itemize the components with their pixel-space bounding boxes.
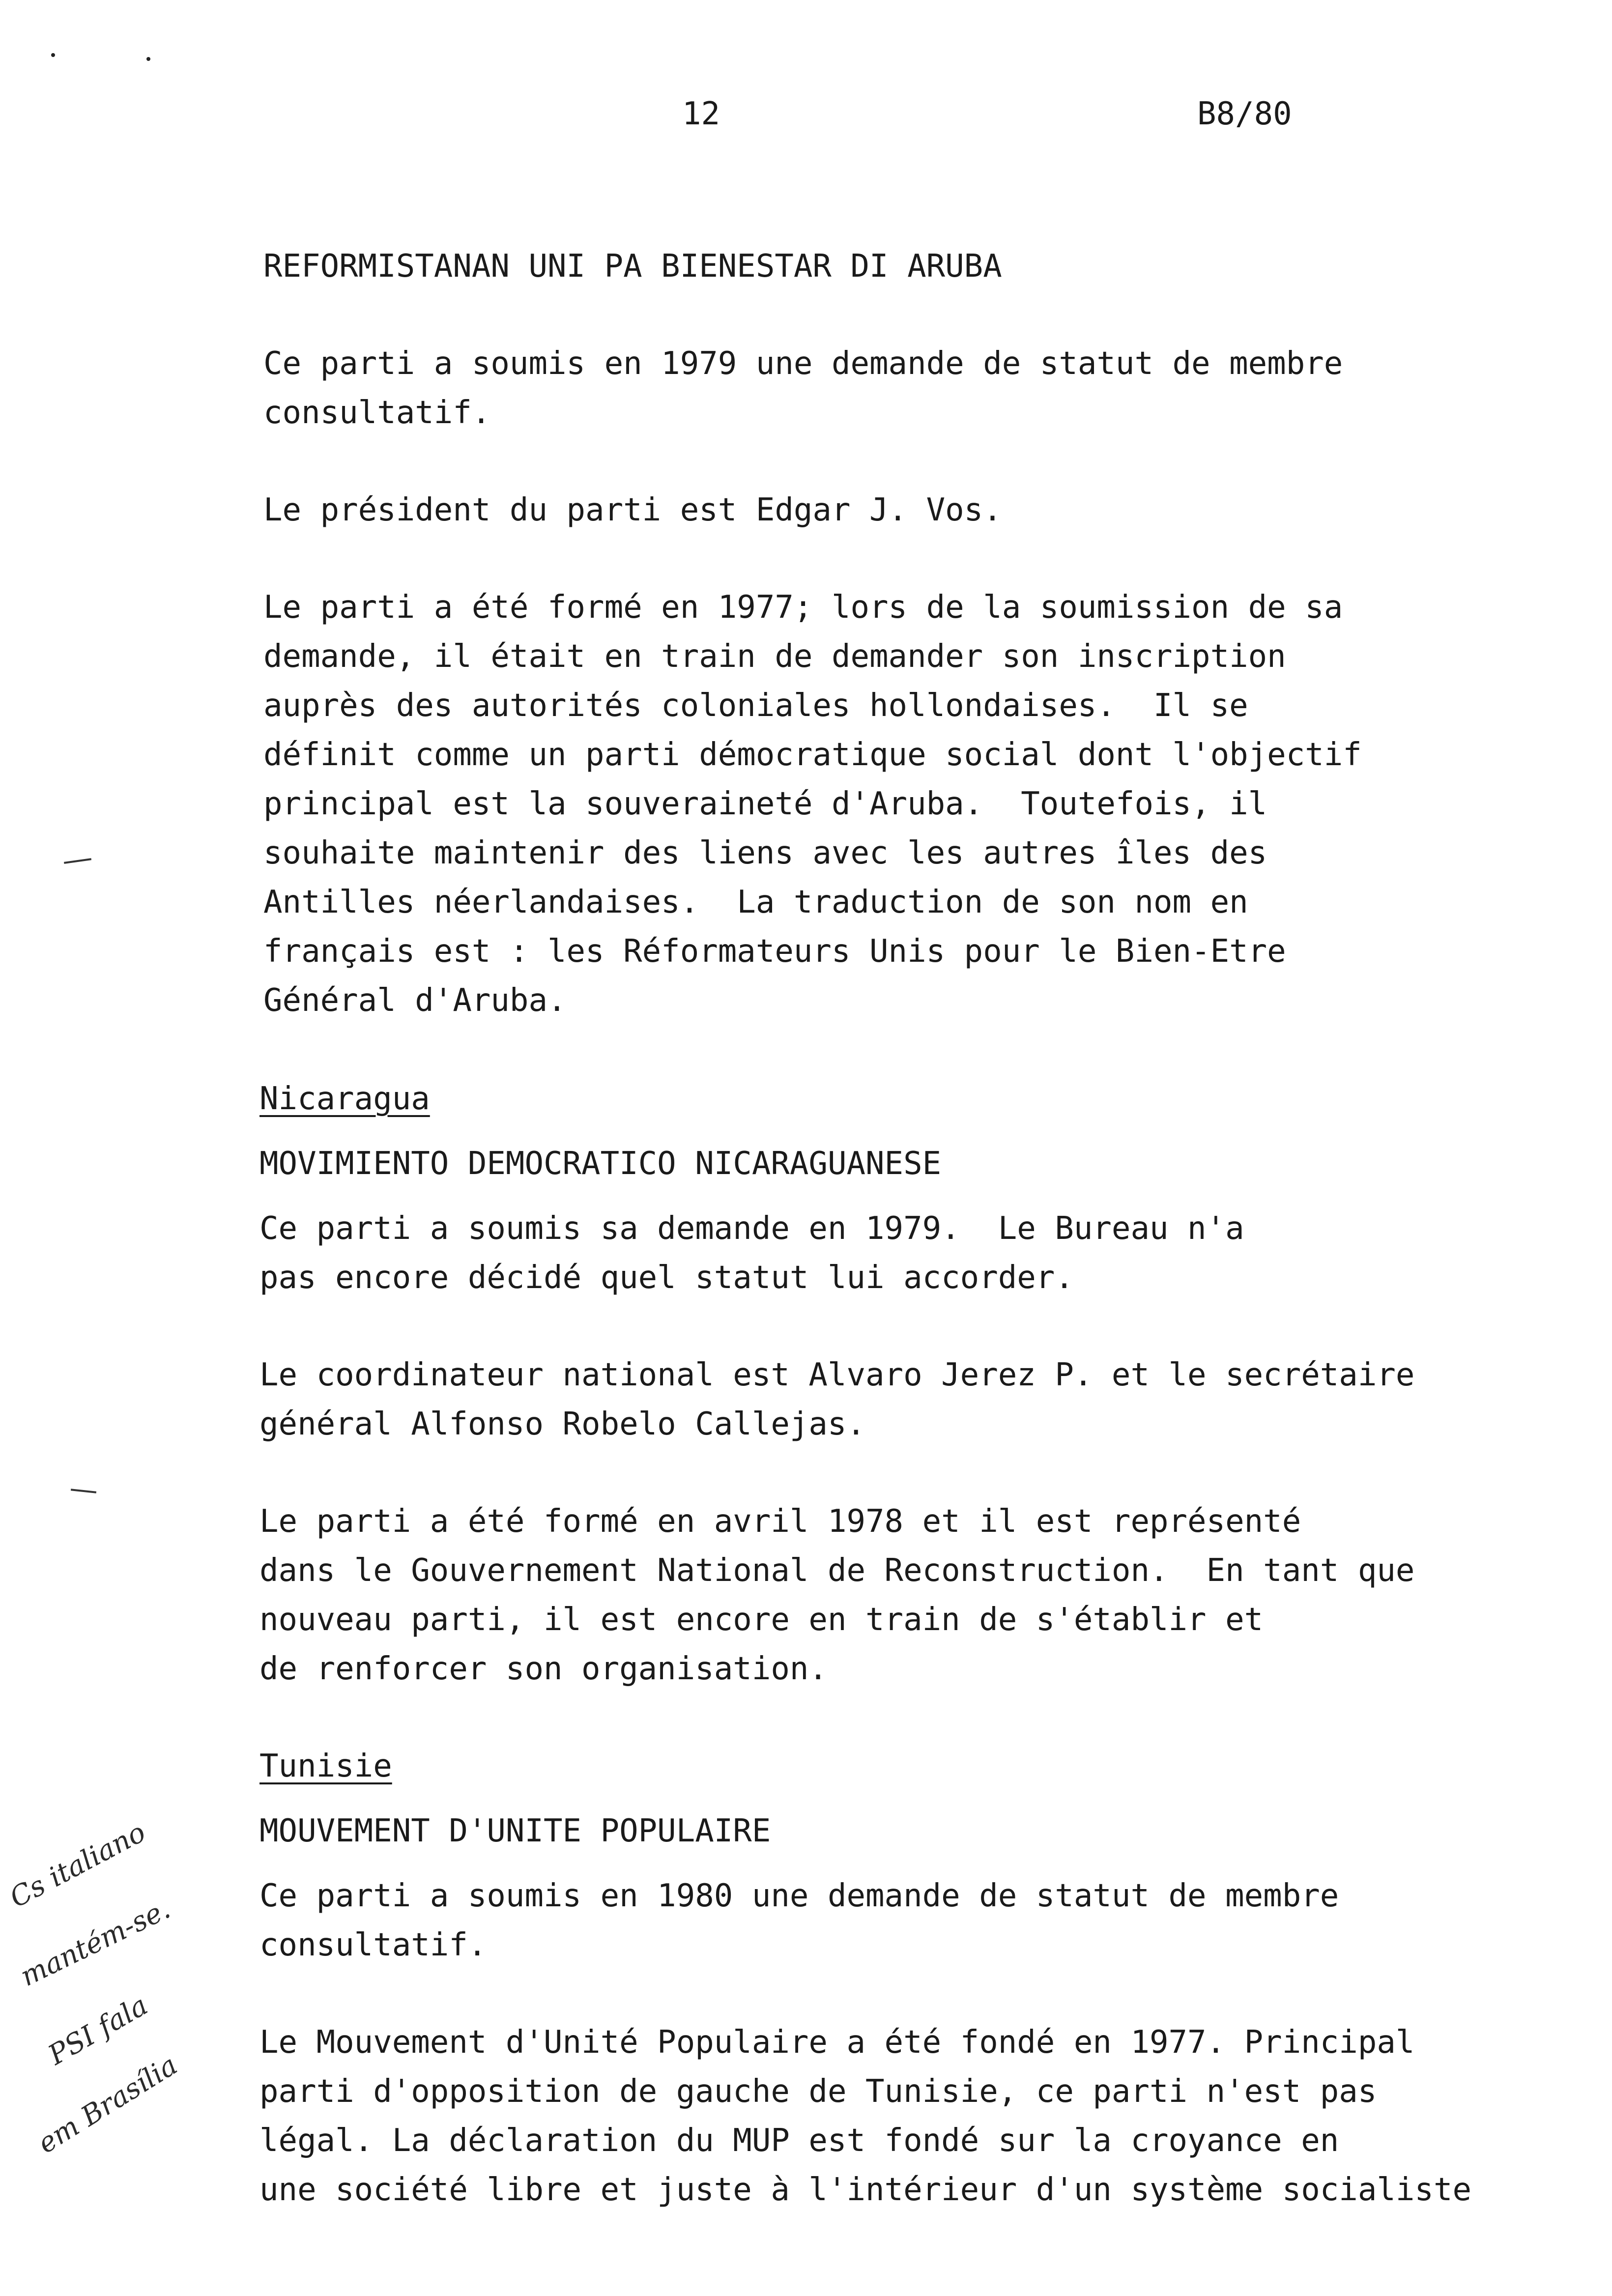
nicaragua-para3-line: dans le Gouvernement National de Reconstruction. En tant que <box>259 1552 1415 1589</box>
tunisie-para1-line: Ce parti a soumis en 1980 une demande de statut de membre <box>259 1878 1339 1914</box>
tunisie-para2-line: parti d'opposition de gauche de Tunisie, ce parti n'est pas <box>259 2073 1377 2110</box>
aruba-para3-line: définit comme un parti démocratique social dont l'objectif <box>263 737 1362 773</box>
tunisie-para1-line: consultatif. <box>259 1927 487 1963</box>
tunisie-para2-line: légal. La déclaration du MUP est fondé sur la croyance en <box>259 2123 1339 2159</box>
handwritten-note-line: Cs italiano <box>4 1816 151 1914</box>
aruba-para3-line: auprès des autorités coloniales hollondaises. Il se <box>263 688 1248 724</box>
aruba-para3-line: principal est la souveraineté d'Aruba. Toutefois, il <box>263 786 1267 822</box>
nicaragua-para3-line: Le parti a été formé en avril 1978 et il est représenté <box>259 1503 1301 1540</box>
tunisie-para2-line: Le Mouvement d'Unité Populaire a été fondé en 1977. Principal <box>259 2024 1415 2061</box>
handwritten-note-line: mantém-se. <box>15 1893 175 1993</box>
party-name-nicaragua: MOVIMIENTO DEMOCRATICO NICARAGUANESE <box>259 1146 942 1182</box>
nicaragua-para3-line: de renforcer son organisation. <box>259 1651 828 1687</box>
document-reference: B8/80 <box>1197 96 1292 132</box>
aruba-para2-line: Le président du parti est Edgar J. Vos. <box>263 492 1002 528</box>
nicaragua-para3-line: nouveau parti, il est encore en train de s'établir et <box>259 1602 1264 1638</box>
scan-speck <box>51 53 55 57</box>
aruba-para1-line: Ce parti a soumis en 1979 une demande de statut de membre <box>263 345 1343 382</box>
party-name-tunisie: MOUVEMENT D'UNITE POPULAIRE <box>259 1813 771 1849</box>
aruba-para3-line: souhaite maintenir des liens avec les autres îles des <box>263 835 1267 871</box>
aruba-para1-line: consultatif. <box>263 395 491 431</box>
handwritten-note-line: em Brasília <box>32 2049 183 2160</box>
aruba-para3-line: Antilles néerlandaises. La traduction de son nom en <box>263 884 1248 920</box>
nicaragua-para2-line: Le coordinateur national est Alvaro Jerez P. et le secrétaire <box>259 1357 1415 1393</box>
aruba-para3-line: Général d'Aruba. <box>263 982 567 1019</box>
tunisie-para2-line: une société libre et juste à l'intérieur d'un système socialiste <box>259 2172 1471 2208</box>
country-heading-nicaragua: Nicaragua <box>259 1081 430 1117</box>
nicaragua-para1-line: Ce parti a soumis sa demande en 1979. Le Bureau n'a <box>259 1210 1244 1247</box>
aruba-para3-line: Le parti a été formé en 1977; lors de la soumission de sa <box>263 589 1343 626</box>
party-name-aruba: REFORMISTANAN UNI PA BIENESTAR DI ARUBA <box>263 248 1002 285</box>
country-heading-tunisie: Tunisie <box>259 1748 392 1784</box>
nicaragua-para2-line: général Alfonso Robelo Callejas. <box>259 1406 865 1442</box>
margin-mark <box>64 858 91 864</box>
aruba-para3-line: français est : les Réformateurs Unis pour le Bien-Etre <box>263 933 1286 970</box>
aruba-para3-line: demande, il était en train de demander son inscription <box>263 638 1286 675</box>
scan-speck <box>146 57 150 61</box>
handwritten-note-line: PSI fala <box>43 1989 153 2071</box>
page-number: 12 <box>682 96 720 132</box>
nicaragua-para1-line: pas encore décidé quel statut lui accorder. <box>259 1260 1074 1296</box>
margin-mark <box>71 1489 96 1493</box>
